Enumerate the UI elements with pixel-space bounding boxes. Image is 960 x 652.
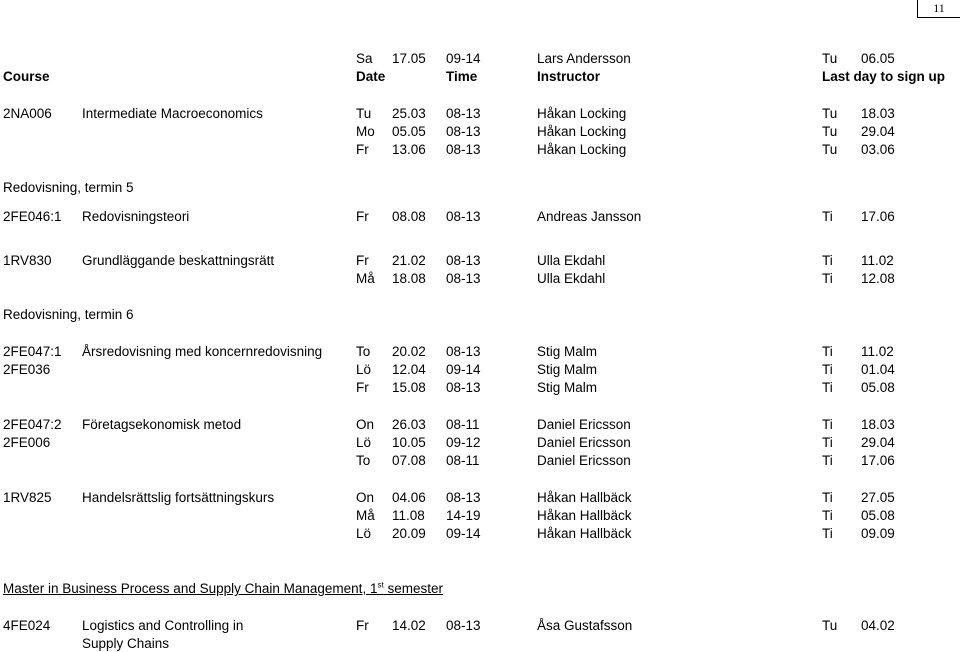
header-prev-day: Sa: [356, 51, 373, 66]
signup-day: Ti: [822, 253, 833, 268]
session-time: 09-14: [446, 526, 481, 541]
session-time: 08-11: [446, 453, 480, 468]
signup-date: 17.06: [861, 209, 895, 224]
instructor-name: Åsa Gustafsson: [537, 618, 633, 633]
signup-day: Ti: [822, 453, 833, 468]
session-date: 21.02: [392, 253, 426, 268]
session-date: 20.09: [392, 526, 426, 541]
session-day: Lö: [356, 526, 372, 541]
session-time: 08-13: [446, 380, 481, 395]
course-name: Handelsrättslig fortsättningskurs: [82, 490, 275, 505]
column-header-date: Date: [356, 69, 386, 84]
instructor-name: Stig Malm: [537, 344, 598, 359]
instructor-name: Daniel Ericsson: [537, 435, 631, 450]
course-code: 2NA006: [3, 106, 52, 121]
signup-date: 29.04: [861, 124, 895, 139]
page-number: 11: [917, 0, 960, 18]
session-time: 08-13: [446, 344, 481, 359]
course-name: Logistics and Controlling in: [82, 618, 244, 633]
session-day: To: [356, 453, 371, 468]
session-time: 08-13: [446, 618, 481, 633]
session-date: 13.06: [392, 142, 426, 157]
course-code: 2FE036: [3, 362, 51, 377]
session-time: 08-13: [446, 271, 481, 286]
session-time: 08-11: [446, 417, 480, 432]
session-date: 05.05: [392, 124, 426, 139]
signup-day: Tu: [822, 142, 838, 157]
instructor-name: Daniel Ericsson: [537, 453, 631, 468]
session-date: 08.08: [392, 209, 426, 224]
course-name-continuation: Supply Chains: [82, 636, 170, 651]
signup-date: 05.08: [861, 508, 895, 523]
signup-date: 27.05: [861, 490, 895, 505]
session-date: 25.03: [392, 106, 426, 121]
session-date: 14.02: [392, 618, 426, 633]
instructor-name: Ulla Ekdahl: [537, 253, 606, 268]
course-name: Grundläggande beskattningsrätt: [82, 253, 275, 268]
session-time: 08-13: [446, 209, 481, 224]
course-code: 2FE047:2: [3, 417, 62, 432]
header-prev-date: 17.05: [392, 51, 426, 66]
signup-date: 01.04: [861, 362, 895, 377]
instructor-name: Håkan Locking: [537, 106, 627, 121]
course-code: 4FE024: [3, 618, 51, 633]
course-name: Intermediate Macroeconomics: [82, 106, 263, 121]
session-date: 10.05: [392, 435, 426, 450]
instructor-name: Stig Malm: [537, 380, 598, 395]
session-day: Lö: [356, 435, 372, 450]
header-prev-signup-day: Tu: [822, 51, 838, 66]
session-day: Fr: [356, 380, 369, 395]
session-day: On: [356, 417, 375, 432]
session-time: 09-12: [446, 435, 481, 450]
session-day: Tu: [356, 106, 372, 121]
column-header-instructor: Instructor: [537, 69, 601, 84]
session-day: Må: [356, 508, 375, 523]
header-prev-instructor: Lars Andersson: [537, 51, 631, 66]
signup-date: 18.03: [861, 417, 895, 432]
instructor-name: Håkan Hallbäck: [537, 490, 632, 505]
section-heading-termin6: Redovisning, termin 6: [3, 307, 134, 322]
signup-date: 17.06: [861, 453, 895, 468]
session-date: 18.08: [392, 271, 426, 286]
signup-date: 03.06: [861, 142, 895, 157]
signup-date: 11.02: [861, 344, 894, 359]
session-time: 08-13: [446, 490, 481, 505]
course-code: 2FE047:1: [3, 344, 62, 359]
column-header-time: Time: [446, 69, 478, 84]
session-time: 09-14: [446, 362, 481, 377]
signup-day: Tu: [822, 124, 838, 139]
session-date: 04.06: [392, 490, 426, 505]
session-date: 20.02: [392, 344, 426, 359]
signup-day: Ti: [822, 362, 833, 377]
signup-date: 18.03: [861, 106, 895, 121]
session-time: 08-13: [446, 106, 481, 121]
signup-day: Ti: [822, 271, 833, 286]
course-name: Redovisningsteori: [82, 209, 190, 224]
course-code: 2FE046:1: [3, 209, 62, 224]
signup-day: Tu: [822, 106, 838, 121]
session-date: 07.08: [392, 453, 426, 468]
signup-day: Ti: [822, 344, 833, 359]
course-code: 1RV830: [3, 253, 52, 268]
signup-day: Ti: [822, 490, 833, 505]
session-day: Fr: [356, 253, 369, 268]
column-header-signup: Last day to sign up: [822, 69, 946, 84]
course-code: 1RV825: [3, 490, 52, 505]
section-heading-termin5: Redovisning, termin 5: [3, 180, 134, 195]
session-day: To: [356, 344, 371, 359]
signup-day: Tu: [822, 618, 838, 633]
signup-day: Ti: [822, 417, 833, 432]
session-time: 08-13: [446, 142, 481, 157]
instructor-name: Stig Malm: [537, 362, 598, 377]
signup-day: Ti: [822, 209, 833, 224]
session-day: Fr: [356, 142, 369, 157]
signup-date: 12.08: [861, 271, 895, 286]
signup-day: Ti: [822, 435, 833, 450]
session-date: 11.08: [392, 508, 425, 523]
instructor-name: Daniel Ericsson: [537, 417, 631, 432]
session-date: 12.04: [392, 362, 426, 377]
signup-date: 09.09: [861, 526, 895, 541]
signup-day: Ti: [822, 380, 833, 395]
instructor-name: Håkan Hallbäck: [537, 508, 632, 523]
course-code: 2FE006: [3, 435, 51, 450]
instructor-name: Håkan Hallbäck: [537, 526, 632, 541]
header-prev-signup-date: 06.05: [861, 51, 895, 66]
session-date: 26.03: [392, 417, 426, 432]
session-day: Må: [356, 271, 375, 286]
course-name: Årsredovisning med koncernredovisning: [82, 344, 323, 359]
session-day: Fr: [356, 209, 369, 224]
signup-day: Ti: [822, 526, 833, 541]
instructor-name: Håkan Locking: [537, 142, 627, 157]
instructor-name: Ulla Ekdahl: [537, 271, 606, 286]
session-day: Lö: [356, 362, 372, 377]
section-heading-master: Master in Business Process and Supply Chain Management, 1st semester: [3, 580, 443, 596]
header-prev-time: 09-14: [446, 51, 481, 66]
session-day: Fr: [356, 618, 369, 633]
signup-date: 11.02: [861, 253, 894, 268]
session-day: On: [356, 490, 375, 505]
signup-date: 29.04: [861, 435, 895, 450]
session-date: 15.08: [392, 380, 426, 395]
session-day: Mo: [356, 124, 375, 139]
signup-date: 05.08: [861, 380, 895, 395]
session-time: 14-19: [446, 508, 481, 523]
signup-date: 04.02: [861, 618, 895, 633]
column-header-course: Course: [3, 69, 50, 84]
course-name: Företagsekonomisk metod: [82, 417, 242, 432]
instructor-name: Andreas Jansson: [537, 209, 642, 224]
instructor-name: Håkan Locking: [537, 124, 627, 139]
session-time: 08-13: [446, 124, 481, 139]
session-time: 08-13: [446, 253, 481, 268]
signup-day: Ti: [822, 508, 833, 523]
